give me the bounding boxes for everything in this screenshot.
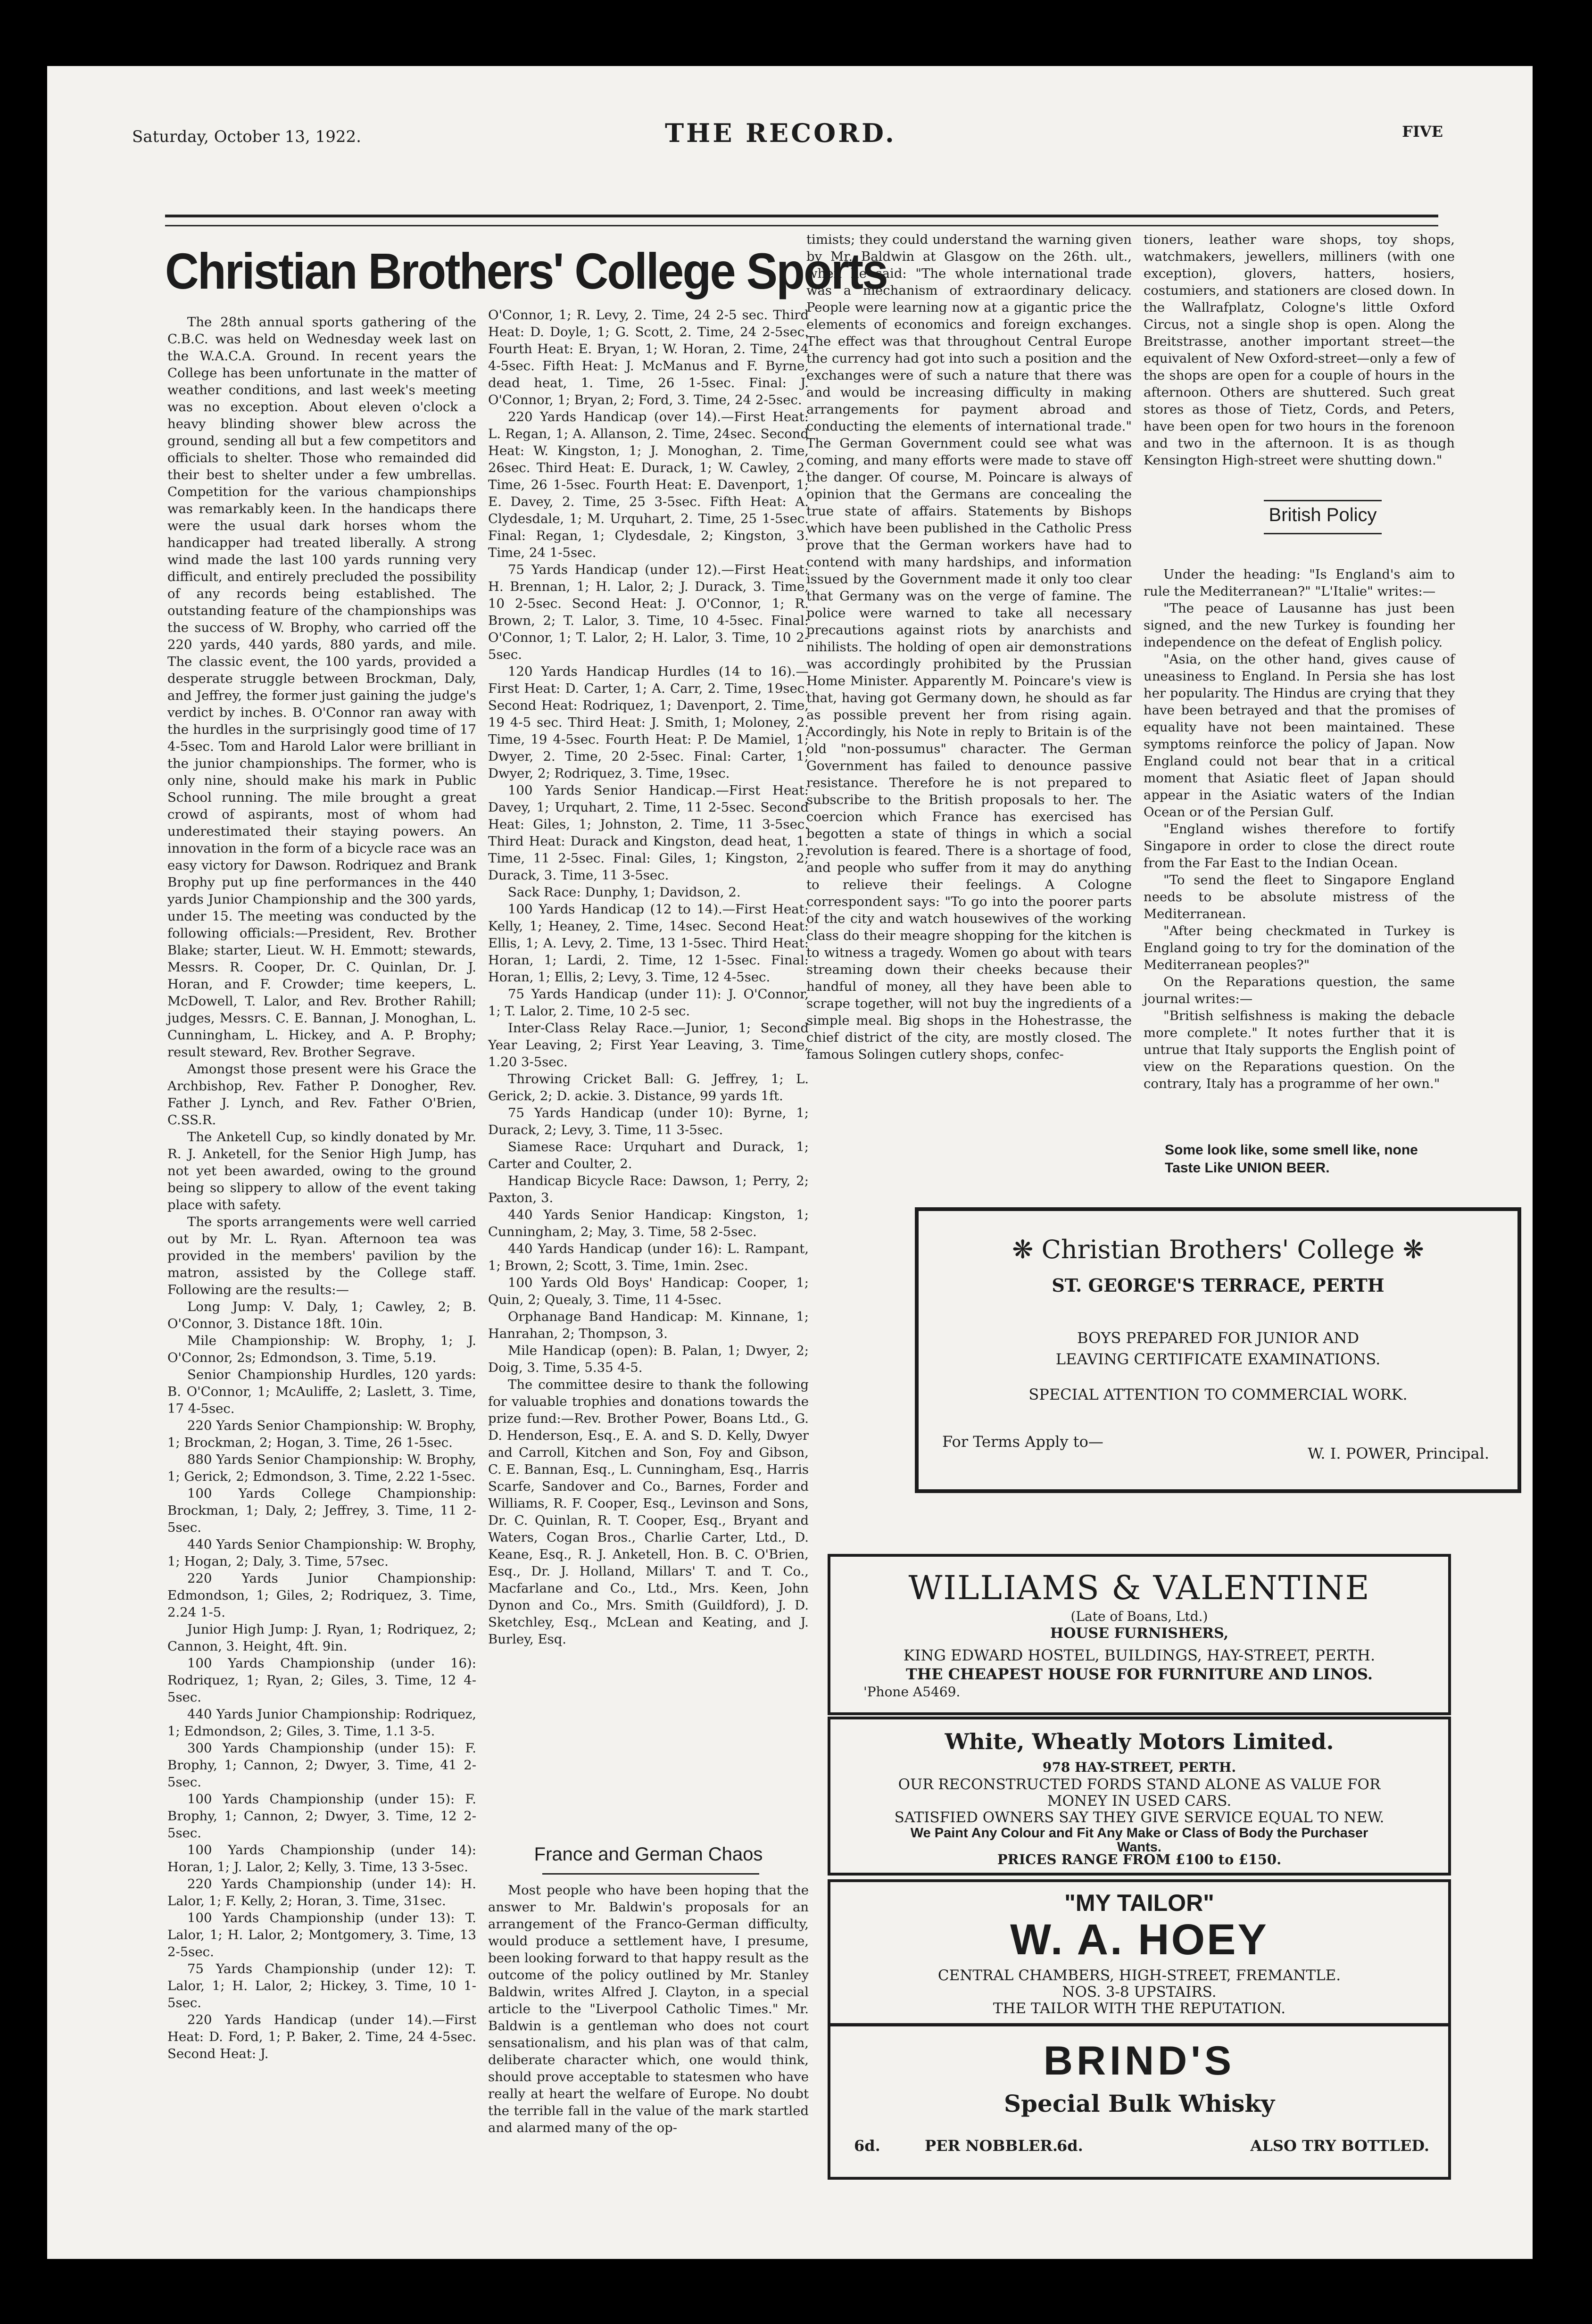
ad-christian-brothers-college — [915, 1207, 1521, 1493]
ad-sub: Special Bulk Whisky — [1003, 2090, 1275, 2117]
newspaper-title: THE RECORD. — [665, 118, 896, 148]
result-item: 100 Yards Handicap (12 to 14).—First Heat: Kelly, 1; Heaney, 2. Time, 14sec. Second Heat: Ellis, 1; A. Levy, 2. Time, 13 1-5sec. Third Heat: Horan, 1; Lardi, 2. Time, 12 1-5sec. Final: Horan, 1; Ellis, 2; Levy, 3. Time, 12 4-5sec. — [488, 902, 809, 985]
ad-line: SPECIAL ATTENTION TO COMMERCIAL WORK. — [1028, 1386, 1408, 1403]
ad-price: 6d. — [854, 2137, 880, 2155]
issue-date: Saturday, October 13, 1922. — [132, 127, 361, 146]
ad-line: THE TAILOR WITH THE REPUTATION. — [993, 2000, 1286, 2017]
result-item: Inter-Class Relay Race.—Junior, 1; Second Year Leaving, 2; First Year Leaving, 3. Time, 1.20 3-5sec. — [488, 1021, 809, 1070]
ad-tag: "MY TAILOR" — [1064, 1890, 1214, 1916]
ad-nobbler: PER NOBBLER. — [925, 2137, 1058, 2155]
result-item: 120 Yards Handicap Hurdles (14 to 16).—First Heat: D. Carter, 1; A. Carr, 2. Time, 19sec. Second Heat: Rodriquez, 1; Davenport, 2. Time, 19 4-5 sec. Third Heat: J. Smith, 1; Moloney, 2. Time, 19 4-5sec. Fourth Heat: P. De Mamiel, 1; Dwyer, 2. Time, 20 2-5sec. Final: Carter, 1; Dwyer, 2; Rodriquez, 3. Time, 19sec. — [488, 664, 809, 781]
result-item: 100 Yards College Championship: Brockman, 1; Daly, 2; Jeffrey, 3. Time, 11 2-5sec. — [167, 1486, 476, 1535]
result-item: 300 Yards Championship (under 15): F. Brophy, 1; Cannon, 2; Dwyer, 3. Time, 41 2-5sec. — [167, 1741, 476, 1790]
article-paragraph: tioners, leather ware shops, toy shops, watchmakers, jewellers, milliners (with one exception), glovers, hatters, hosiers, costumiers, and stationers are closed down. In the Wallrafplatz, Cologne's little Oxford Circus, not a single shop is open. Along the Breitstrasse, another important street—the equivalent of New Oxford-street—only a few of the shops are open for a couple of hours in the afternoon. Others are shuttered. Such great stores as those of Tietz, Cords, and Peters, have been open for two hours in the forenoon and two in the afternoon. It is as though Kensington High-street were shutting down." — [1144, 232, 1455, 468]
result-item: 75 Yards Handicap (under 10): Byrne, 1; Durack, 2; Levy, 3. Time, 11 3-5sec. — [488, 1105, 809, 1137]
result-item: Throwing Cricket Ball: G. Jeffrey, 1; L. Gerick, 2; D. ackie. 3. Distance, 99 yards 1ft. — [488, 1071, 809, 1104]
article-paragraph: "England wishes therefore to fortify Singapore in order to close the direct route from the Far East to the Indian Ocean. — [1144, 822, 1455, 871]
result-item: 100 Yards Senior Handicap.—First Heat: Davey, 1; Urquhart, 2. Time, 11 2-5sec. Second Heat: Giles, 1; Johnston, 2. Time, 11 3-5sec. Third Heat: Durack and Kingston, dead heat, 1. Time, 11 2-5sec. Final: Giles, 1; Kingston, 2; Durack, 3. Time, 11 3-5sec. — [488, 783, 809, 883]
result-item: Mile Handicap (open): B. Palan, 1; Dwyer, 2; Doig, 3. Time, 5.35 4-5. — [488, 1343, 809, 1375]
ad-wa-hoey — [828, 1879, 1451, 2026]
column-1 — [167, 314, 476, 2061]
result-item: 100 Yards Championship (under 15): F. Brophy, 1; Cannon, 2; Dwyer, 3. Time, 12 2-5sec. — [167, 1792, 476, 1841]
ad-address: CENTRAL CHAMBERS, HIGH-STREET, FREMANTLE. — [937, 1967, 1341, 1984]
ad-line: OUR RECONSTRUCTED FORDS STAND ALONE AS VALUE FOR — [898, 1776, 1381, 1793]
article-paragraph: The Anketell Cup, so kindly donated by Mr. R. J. Anketell, for the Senior High Jump, has not yet been awarded, owing to the ground being so slippery to allow of the event taking place with safety. — [167, 1129, 476, 1212]
ad-line: We Paint Any Colour and Fit Any Make or Class of Body the Purchaser — [910, 1826, 1368, 1841]
headline-rule — [1264, 500, 1382, 501]
ad-line: NOS. 3-8 UPSTAIRS. — [1062, 1984, 1217, 2000]
article-paragraph: The sports arrangements were well carried out by Mr. L. Ryan. Afternoon tea was provided in the members' pavilion by the matron, assisted by the College staff. Following are the results:— — [167, 1214, 476, 1297]
result-item: Handicap Bicycle Race: Dawson, 1; Perry, 2; Paxton, 3. — [488, 1173, 809, 1205]
ad-address: KING EDWARD HOSTEL, BUILDINGS, HAY-STREET, PERTH. — [903, 1646, 1376, 1664]
result-item: Orphanage Band Handicap: M. Kinnane, 1; Hanrahan, 2; Thompson, 3. — [488, 1309, 809, 1341]
result-item: 220 Yards Handicap (over 14).—First Heat: L. Regan, 1; A. Allanson, 2. Time, 24sec. Second Heat: W. Kingston, 1; J. Monoghan, 2. Time, 26sec. Third Heat: E. Durack, 1; W. Cawley, 2. Time, 26 1-5sec. Fourth Heat: E. Davenport, 1; E. Davey, 2. Time, 25 3-5sec. Fifth Heat: A. Clydesdale, 1; M. Urquhart, 2. Time, 25 1-5sec. Final: Regan, 1; Clydesdale, 2; Kingston, 3. Time, 24 1-5sec. — [488, 409, 809, 560]
result-item: 75 Yards Handicap (under 11): J. O'Connor, 1; T. Lalor, 2. Time, 10 2-5 sec. — [488, 987, 809, 1019]
article-paragraph: Most people who have been hoping that the answer to Mr. Baldwin's proposals for an arrangement of the Franco-German difficulty, would produce a settlement have, I presume, been looking forward to that happy result as the outcome of the policy outlined by Mr. Stanley Baldwin, writes Alfred J. Clayton, in a special article to the "Liverpool Catholic Times." Mr. Baldwin is a gentleman who does not court sensationalism, and his plan was of that calm, deliberate character which, one would think, should prove acceptable to statesmen who have really at heart the welfare of Europe. No doubt the terrible fall in the value of the mark startled and alarmed many of the op- — [488, 1883, 809, 2135]
ornament-icon: ❋ — [1402, 1235, 1424, 1264]
result-item: Mile Championship: W. Brophy, 1; J. O'Connor, 2s; Edmondson, 3. Time, 5.19. — [167, 1333, 476, 1365]
column-2-lower — [488, 1882, 809, 2135]
result-item: 220 Yards Senior Championship: W. Brophy, 1; Brockman, 2; Hogan, 3. Time, 26 1-5sec. — [167, 1418, 476, 1450]
result-item: 440 Yards Senior Handicap: Kingston, 1; Cunningham, 2; May, 3. Time, 58 2-5sec. — [488, 1207, 809, 1239]
article-paragraph: timists; they could understand the warning given by Mr. Baldwin at Glasgow on the 26th. ult., when he said: "The whole international trade was a mechanism of extraordinary delicacy. People were learning now at a gigantic price the elements of economics and foreign exchanges. The effect was that throughout Central Europe the currency had got into such a position and the exchanges were of such a nature that there was and would be increasing difficulty in making arrangements for payment abroad and conducting the elements of international trade." The German Government could see what was coming, and many efforts were made to stave off the danger. Of course, M. Poincare is always of opinion that the Germans are concealing the true state of affairs. Statements by Bishops which have been published in the Catholic Press prove that the German workers have had to contend with many hardships, and information issued by the Government made it only too clear that Germany was on the verge of famine. The police were warned to take all necessary precautions against riots by anarchists and nihilists. The holding of open air demonstrations was accordingly prohibited by the Prussian Home Minister. Apparently M. Poincare's view is that, having got Germany down, he should as far as possible prevent her from rising again. Accordingly, his Note in reply to Britain is of the old "non-possumus" character. The German Government has failed to denounce passive resistance. Therefore he is not prepared to subscribe to the British proposals to her. The coercion which France has exercised has begotten a state of things in which a social revolution is feared. There is a shortage of food, and people who suffer from it may do anything to relieve their feelings. A Cologne correspondent says: "To go into the poorer parts of the city and watch housewives of the working class do their meagre shopping for the kitchen is to witness a tragedy. Women go about with tears streaming down their cheeks because their handful of money, all they have been able to scrape together, will not buy the ingredients of a simple meal. Big shops in the Hohestrasse, the chief district of the city, are mostly closed. The famous Solingen cutlery shops, confec- — [806, 232, 1132, 1062]
ad-williams-valentine — [828, 1554, 1451, 1715]
article-paragraph: Under the heading: "Is England's aim to rule the Mediterranean?" "L'Italie" writes:— — [1144, 567, 1455, 599]
ad-line: Wants. — [1117, 1840, 1161, 1855]
result-item: 220 Yards Championship (under 14): H. Lalor, 1; F. Kelly, 2; Horan, 3. Time, 31sec. — [167, 1876, 476, 1909]
result-item: 440 Yards Senior Championship: W. Brophy, 1; Hogan, 2; Daly, 3. Time, 57sec. — [167, 1537, 476, 1569]
ad-phone: 'Phone A5469. — [863, 1684, 961, 1700]
result-item: Long Jump: V. Daly, 1; Cawley, 2; B. O'Connor, 3. Distance 18ft. 10in. — [167, 1299, 476, 1331]
ad-line: SATISFIED OWNERS SAY THEY GIVE SERVICE EQUAL TO NEW. — [894, 1809, 1385, 1826]
result-item: 440 Yards Handicap (under 16): L. Rampant, 1; Brown, 2; Scott, 3. Time, 1min. 2sec. — [488, 1241, 809, 1273]
result-item: Sack Race: Dunphy, 1; Davidson, 2. — [508, 885, 741, 900]
result-item: 220 Yards Handicap (under 14).—First Heat: D. Ford, 1; P. Baker, 2. Time, 24 4-5sec. Second Heat: J. — [167, 2012, 476, 2061]
ad-title: BRIND'S — [1043, 2038, 1235, 2083]
article-paragraph: "The peace of Lausanne has just been signed, and the new Turkey is founding her independence on the defeat of English policy. — [1144, 601, 1455, 650]
ad-address: 978 HAY-STREET, PERTH. — [1042, 1760, 1236, 1775]
page-header — [132, 118, 1443, 160]
article-paragraph: On the Reparations question, the same journal writes:— — [1144, 974, 1455, 1006]
ad-apply: For Terms Apply to— — [942, 1433, 1103, 1451]
headline-rule — [1264, 533, 1382, 534]
article-paragraph: "To send the fleet to Singapore England needs to be absolute mistress of the Mediterranean. — [1144, 872, 1455, 921]
article-paragraph: The 28th annual sports gathering of the C.B.C. was held on Wednesday week last on the W.A.C.A. Ground. In recent years the College has been unfortunate in the matter of weather conditions, and last week's meeting was no exception. About eleven o'clock a heavy blinding shower blew across the ground, sending all but a few competitors and officials to shelter. Those who remainded did their best to shelter under a few umbrellas. Competition for the various championships was remarkably keen. In the handicaps there were the usual dark horses whom the handicapper had treated liberally. A strong wind made the last 100 yards running very difficult, and entirely precluded the possibility of any records being established. The outstanding feature of the championships was the success of W. Brophy, who carried off the 220 yards, 440 yards, 880 yards, and mile. The classic event, the 100 yards, provided a desperate struggle between Brockman, Daly, and Jeffrey, the former just gaining the judge's verdict by inches. B. O'Connor ran away with the hurdles in the surprisingly good time of 17 4-5sec. Tom and Harold Lalor were brilliant in the junior championships. The former, who is only nine, should make his mark in Public School running. The mile brought a great crowd of aspirants, most of whom had underestimated their staying powers. An innovation in the form of a bicycle race was an easy victory for Dawson. Rodriquez and Brank Brophy put up fine performances in the 440 yards Junior Championship and the 300 yards, under 15. The meeting was conducted by the following officials:—President, Rev. Brother Blake; starter, Lieut. W. H. Emmott; stewards, Messrs. R. Cooper, Dr. C. Quinlan, Dr. J. Horan, and F. Crowder; time keepers, L. McDowell, T. Lalor, and Rev. Brother Rahill; judges, Messrs. C. E. Bannan, J. Monoghan, L. Cunningham, L. Hickey, and A. P. Brophy; result steward, Rev. Brother Segrave. — [167, 315, 476, 1060]
result-item: O'Connor, 1; R. Levy, 2. Time, 24 2-5 sec. Third Heat: D. Doyle, 1; G. Scott, 2. Time, 24 2-5sec. Fourth Heat: E. Bryan, 1; W. Horan, 2. Time, 24 4-5sec. Fifth Heat: J. McManus and F. Byrne, dead heat, 1. Time, 26 1-5sec. Final: J. O'Connor, 1; Bryan, 2; Ford, 3. Time, 24 2-5sec. — [488, 307, 809, 407]
result-item: 100 Yards Old Boys' Handicap: Cooper, 1; Quin, 2; Quealy, 3. Time, 11 4-5sec. — [488, 1275, 809, 1307]
result-item: 440 Yards Junior Championship: Rodriquez, 1; Edmondson, 2; Giles, 3. Time, 1.1 3-5. — [167, 1707, 476, 1739]
column-4-lower — [1144, 566, 1455, 1141]
ad-title: ❋ Christian Brothers' College ❋ — [1012, 1235, 1424, 1264]
ad-line: HOUSE FURNISHERS, — [1050, 1625, 1229, 1642]
ad-line: MONEY IN USED CARS. — [1047, 1793, 1232, 1809]
result-item: 75 Yards Championship (under 12): T. Lalor, 1; H. Lalor, 2; Hickey, 3. Time, 10 1-5sec. — [167, 1961, 476, 2010]
ad-white-wheatly-motors — [828, 1717, 1451, 1876]
article-paragraph: The committee desire to thank the following for valuable trophies and donations towards the prize fund:—Rev. Brother Power, Boans Ltd., G. D. Henderson, Esq., E. A. and S. D. Kelly, Dwyer and Carroll, Kitchen and Son, Foy and Gibson, C. E. Bannan, Esq., L. Cunningham, Esq., Harris Scarfe, Sandover and Co., Barnes, Forder and Williams, R. F. Cooper, Esq., Levinson and Sons, Dr. C. Quinlan, R. T. Cooper, Esq., Bryant and Waters, Cogan Bros., Charlie Carter, Ltd., D. Keane, Esq., R. J. Anketell, Hon. B. C. O'Brien, Esq., Dr. J. Holland, Millars' T. and T. Co., Macfarlane and Co., Ltd., Mrs. Keen, John Dynon and Co., Mrs. Smith (Guildford), J. D. Sketchley, Esq., McLean and Keating, and J. Burley, Esq. — [488, 1377, 809, 1647]
result-item: 75 Yards Handicap (under 12).—First Heat: H. Brennan, 1; H. Lalor, 2; J. Durack, 3. Time, 10 2-5sec. Second Heat: J. O'Connor, 1; R. Brown, 2; T. Lalor, 3. Time, 10 4-5sec. Final: O'Connor, 1; T. Lalor, 2; H. Lalor, 3. Time, 10 2-5sec. — [488, 562, 809, 662]
ad-line: THE CHEAPEST HOUSE FOR FURNITURE AND LINOS. — [906, 1665, 1373, 1683]
headline-rule — [542, 1873, 759, 1875]
result-item: Junior High Jump: J. Ryan, 1; Rodriquez, 2; Cannon, 3. Height, 4ft. 9in. — [167, 1622, 476, 1654]
british-policy-headline: British Policy — [1269, 505, 1377, 525]
france-german-headline: France and German Chaos — [534, 1844, 763, 1865]
ad-title: WILLIAMS & VALENTINE — [908, 1569, 1370, 1607]
header-rule — [165, 215, 1438, 226]
ad-brinds-whisky — [828, 2023, 1451, 2180]
ad-prices: PRICES RANGE FROM £100 to £150. — [997, 1851, 1282, 1868]
article-paragraph: Amongst those present were his Grace the Archbishop, Rev. Father P. Donogher, Rev. Father J. Lynch, and Rev. Father O'Brien, C.SS.R. — [167, 1062, 476, 1128]
result-item: 100 Yards Championship (under 14): Horan, 1; J. Lalor, 2; Kelly, 3. Time, 13 3-5sec. — [167, 1843, 476, 1875]
ad-bottled: ALSO TRY BOTTLED. — [1250, 2137, 1429, 2155]
ad-title: W. A. HOEY — [1010, 1916, 1269, 1964]
ad-line: LEAVING CERTIFICATE EXAMINATIONS. — [1055, 1350, 1381, 1368]
union-beer-tagline: Some look like, some smell like, none Taste Like UNION BEER. — [1165, 1142, 1418, 1176]
article-paragraph: "British selfishness is making the debacle more complete." It notes further that it is untrue that Italy supports the English point of view on the Reparations question. On the contrary, Italy has a programme of her own." — [1144, 1008, 1455, 1091]
ad-principal: W. I. POWER, Principal. — [1308, 1444, 1489, 1462]
ad-price: 6d. — [1057, 2137, 1083, 2155]
ad-line: BOYS PREPARED FOR JUNIOR AND — [1077, 1329, 1359, 1347]
result-item: 880 Yards Senior Championship: W. Brophy, 1; Gerick, 2; Edmondson, 3. Time, 2.22 1-5sec. — [167, 1452, 476, 1484]
result-item: 100 Yards Championship (under 16): Rodriquez, 1; Ryan, 2; Giles, 3. Time, 12 4-5sec. — [167, 1656, 476, 1705]
result-item: 100 Yards Championship (under 13): T. Lalor, 1; H. Lalor, 2; Montgomery, 3. Time, 13 2-5sec. — [167, 1910, 476, 1959]
result-item: Senior Championship Hurdles, 120 yards: B. O'Connor, 1; McAuliffe, 2; Laslett, 3. Time, 17 4-5sec. — [167, 1367, 476, 1416]
article-paragraph: "Asia, on the other hand, gives cause of uneasiness to England. In Persia she has lost her popularity. The Hindus are crying that they have been betrayed and that the promises of equality have not been maintained. These symptoms reinforce the policy of Japan. Now England could not bear that in a critical moment that Asiatic fleet of Japan should appear in the Asiatic waters of the Indian Ocean or of the Persian Gulf. — [1144, 652, 1455, 820]
result-item: Siamese Race: Urquhart and Durack, 1; Carter and Coulter, 2. — [488, 1139, 809, 1171]
article-headline: Christian Brothers' College Sports — [165, 242, 887, 299]
ad-address: ST. GEORGE'S TERRACE, PERTH — [1052, 1275, 1385, 1296]
column-2 — [488, 307, 809, 1839]
ornament-icon: ❋ — [1012, 1235, 1034, 1264]
ad-title: White, Wheatly Motors Limited. — [945, 1729, 1334, 1754]
result-item: 220 Yards Junior Championship: Edmondson, 1; Giles, 2; Rodriquez, 3. Time, 2.24 1-5. — [167, 1571, 476, 1620]
ad-line: (Late of Boans, Ltd.) — [1070, 1609, 1208, 1624]
page-number: FIVE — [1402, 123, 1443, 141]
article-paragraph: "After being checkmated in Turkey is England going to try for the domination of the Mediterranean peoples?" — [1144, 923, 1455, 972]
